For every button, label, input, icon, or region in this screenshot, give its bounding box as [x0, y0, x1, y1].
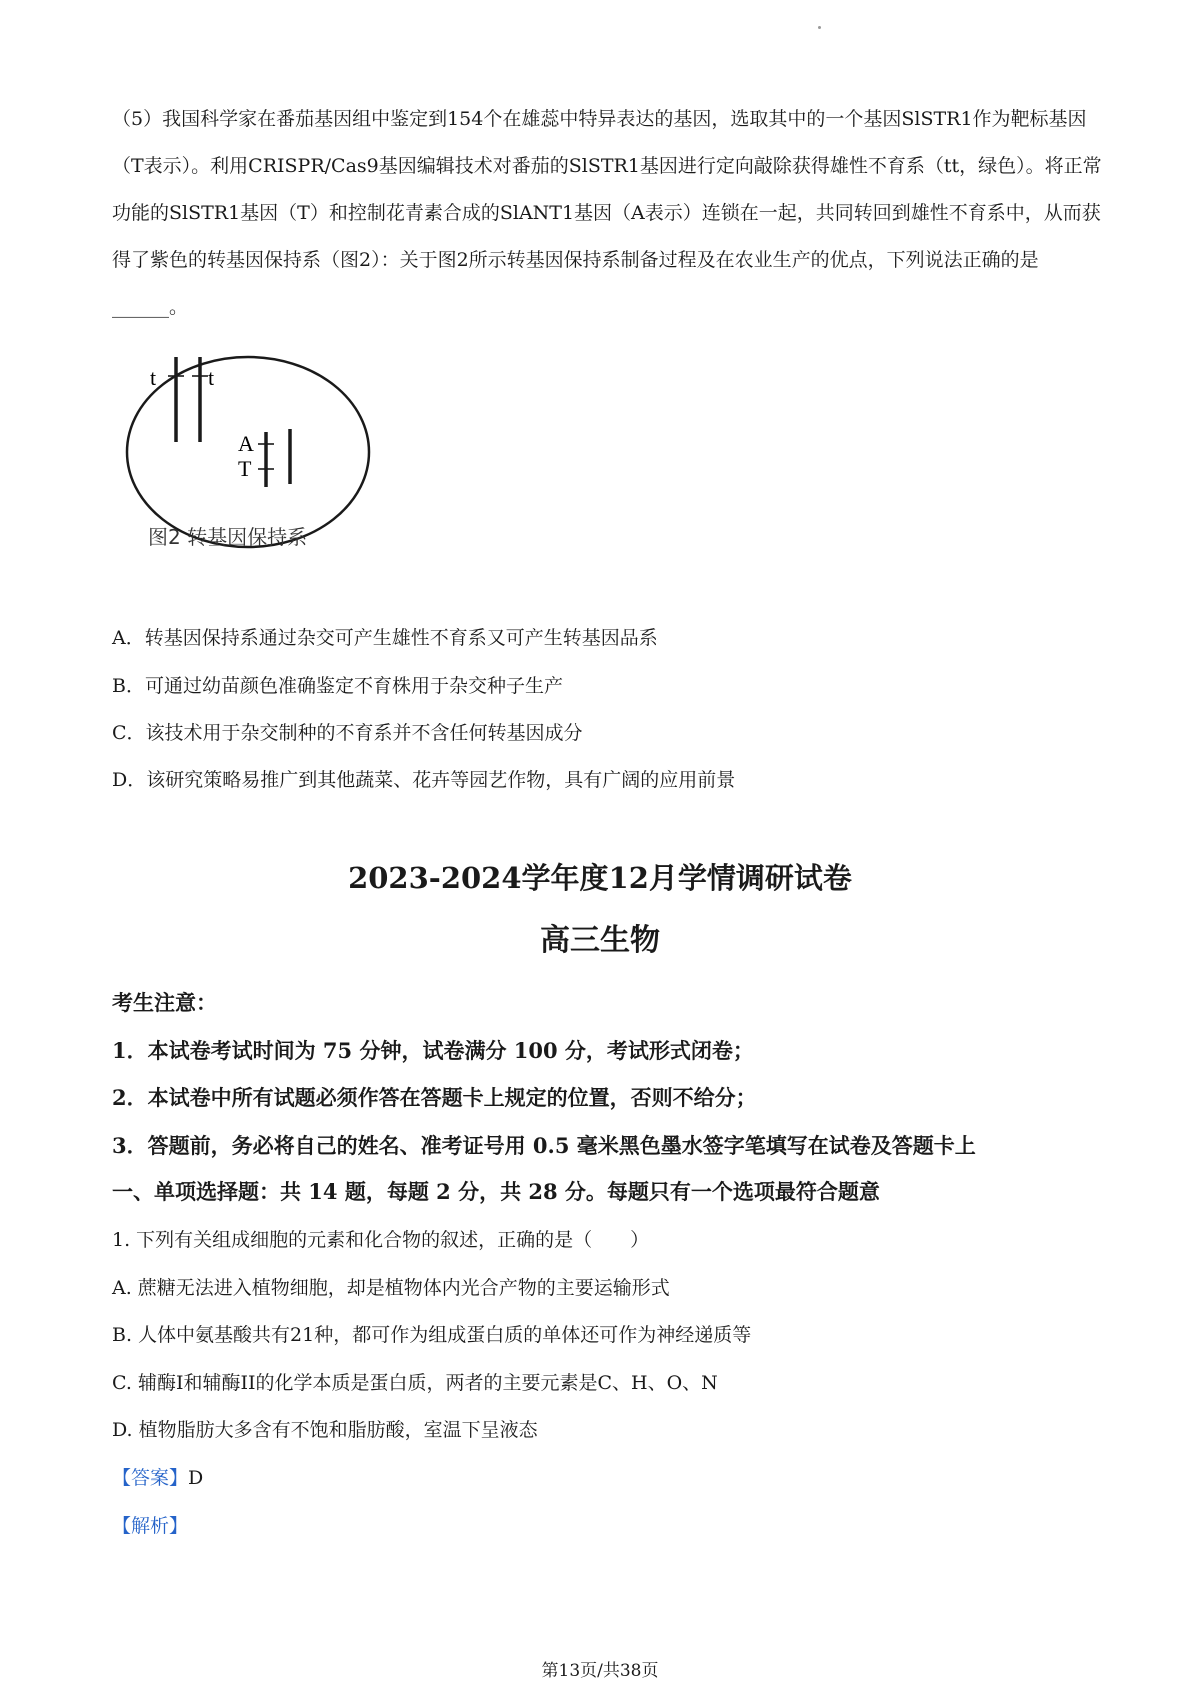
q1-option-c: C. 辅酶I和辅酶II的化学本质是蛋白质，两者的主要元素是C、H、O、N	[112, 1372, 718, 1394]
q1-option-b: B. 人体中氨基酸共有21种，都可作为组成蛋白质的单体还可作为神经递质等	[112, 1324, 752, 1346]
answer-line	[112, 1463, 203, 1493]
label-t-left: t	[150, 365, 157, 390]
q5-option-a: A．转基因保持系通过杂交可产生雄性不育系又可产生转基因品系	[112, 627, 658, 649]
label-t-right: t	[208, 365, 215, 390]
label-a: A	[238, 431, 254, 456]
q1-option-d: D. 植物脂肪大多含有不饱和脂肪酸，室温下呈液态	[112, 1419, 538, 1441]
label-t-bottom: T	[238, 456, 252, 481]
q1-option-a: A. 蔗糖无法进入植物细胞，却是植物体内光合产物的主要运输形式	[112, 1277, 670, 1299]
figure-2-diagram	[118, 352, 388, 602]
notice-heading: 考生注意：	[112, 990, 217, 1015]
notice-3: 3．答题前，务必将自己的姓名、准考证号用 0.5 毫米黑色墨水签字笔填写在试卷及答题卡上	[112, 1133, 976, 1158]
q5-option-d: D．该研究策略易推广到其他蔬菜、花卉等园艺作物，具有广阔的应用前景	[112, 769, 736, 791]
answer-tag: 【答案】	[112, 1467, 189, 1489]
exam-subtitle: 高三生物	[540, 923, 660, 958]
answer-value: D	[188, 1467, 204, 1489]
figure-caption: 图2 转基因保持系	[148, 525, 308, 549]
q5-option-b: B．可通过幼苗颜色准确鉴定不育株用于杂交种子生产	[112, 675, 563, 697]
scan-dot	[818, 26, 821, 29]
q5-option-c: C．该技术用于杂交制种的不育系并不含任何转基因成分	[112, 722, 583, 744]
exam-title: 2023-2024学年度12月学情调研试卷	[348, 861, 852, 895]
section-heading: 一、单项选择题：共 14 题，每题 2 分，共 28 分。每题只有一个选项最符合题意	[112, 1179, 880, 1204]
q1-stem: 1. 下列有关组成细胞的元素和化合物的叙述，正确的是（ ）	[112, 1229, 650, 1251]
question-5-text: （5）我国科学家在番茄基因组中鉴定到154个在雄蕊中特异表达的基因，选取其中的一个基因SlSTR1作为靶标基因（T表示）。利用CRISPR/Cas9基因编辑技术对番茄的SlSTR1基因进行定向敲除获得雄性不育系（tt，绿色）。将正常功能的SlSTR1基因（T）和控制花青素合成的SlANT1基因（A表示）连锁在一起，共同转回到雄性不育系中，从而获得了紫色的转基因保持系（图2）：关于图2所示转基因保持系制备过程及在农业生产的优点，下列说法正确的是______。	[112, 108, 1102, 318]
notice-1: 1．本试卷考试时间为 75 分钟，试卷满分 100 分，考试形式闭卷；	[112, 1038, 754, 1063]
analysis-tag: 【解析】	[112, 1515, 189, 1537]
page-footer: 第13页/共38页	[541, 1661, 659, 1681]
notice-2: 2．本试卷中所有试题必须作答在答题卡上规定的位置，否则不给分；	[112, 1085, 757, 1110]
